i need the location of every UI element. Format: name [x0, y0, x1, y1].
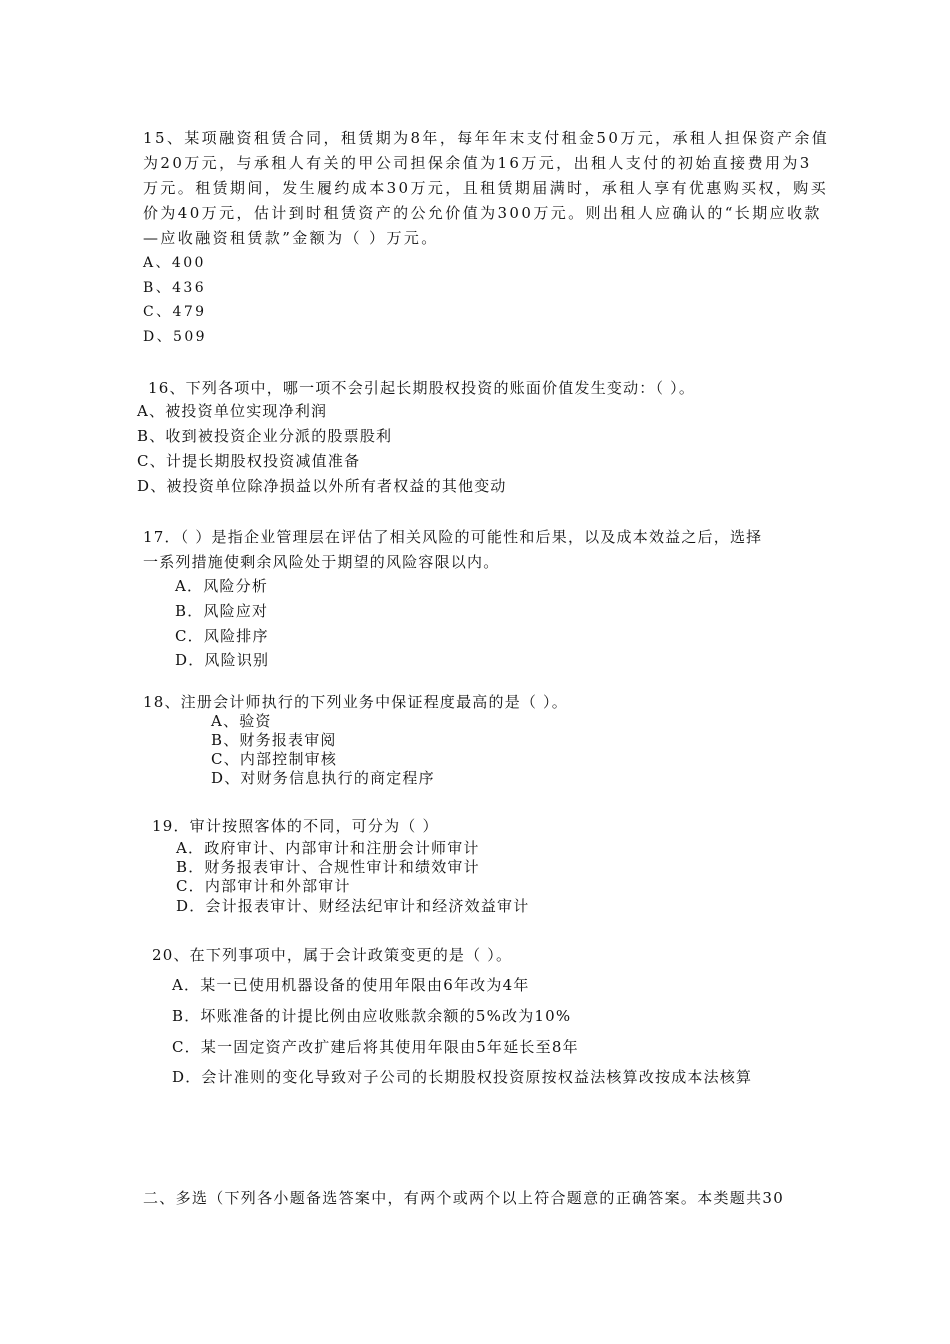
question-20-option-a: A．某一已使用机器设备的使用年限由6年改为4年 [172, 976, 530, 994]
question-16-option-a: A、被投资单位实现净利润 [137, 402, 328, 420]
question-17-option-b: B．风险应对 [175, 602, 269, 620]
question-16-option-b: B、收到被投资企业分派的股票股利 [137, 427, 393, 445]
question-19-option-d: D．会计报表审计、财经法纪审计和经济效益审计 [176, 897, 530, 915]
question-15-stem-line-4: 价为40万元，估计到时租赁资产的公允价值为300万元。则出租人应确认的“长期应收款 [143, 204, 822, 222]
question-17-stem-line-2: 一系列措施使剩余风险处于期望的风险容限以内。 [143, 553, 500, 571]
question-16-option-d: D、被投资单位除净损益以外所有者权益的其他变动 [137, 477, 507, 495]
question-15-option-d: D、509 [143, 329, 207, 345]
question-18-option-c: C、内部控制审核 [211, 750, 338, 768]
question-18-option-d: D、对财务信息执行的商定程序 [211, 769, 435, 787]
question-19-option-b: B．财务报表审计、合规性审计和绩效审计 [176, 858, 480, 876]
question-20-stem-line-1: 20、在下列事项中，属于会计政策变更的是（ ）。 [152, 946, 513, 964]
section-heading-multiple-choice: 二、多选（下列各小题备选答案中，有两个或两个以上符合题意的正确答案。本类题共30 [143, 1189, 785, 1207]
question-18-stem-line-1: 18、注册会计师执行的下列业务中保证程度最高的是（ ）。 [143, 693, 568, 711]
question-15-stem-line-5: —应收融资租赁款”金额为（ ）万元。 [143, 229, 439, 247]
question-15-stem-line-3: 万元。租赁期间，发生履约成本30万元，且租赁期届满时，承租人享有优惠购买权，购买 [143, 179, 829, 197]
question-17-stem-line-1: 17．（ ）是指企业管理层在评估了相关风险的可能性和后果，以及成本效益之后，选择 [143, 528, 763, 546]
question-20-option-c: C．某一固定资产改扩建后将其使用年限由5年延长至8年 [172, 1038, 579, 1056]
question-15-option-c: C、479 [143, 304, 207, 320]
question-15-option-b: B、436 [143, 280, 207, 296]
question-19-option-c: C．内部审计和外部审计 [176, 877, 351, 895]
question-18-option-a: A、验资 [211, 712, 272, 730]
question-19-option-a: A．政府审计、内部审计和注册会计师审计 [176, 839, 480, 857]
question-15-stem-line-1: 15、某项融资租赁合同，租赁期为8年，每年年末支付租金50万元，承租人担保资产余值 [143, 129, 830, 147]
question-17-option-a: A．风险分析 [175, 577, 269, 595]
question-17-option-d: D．风险识别 [175, 651, 270, 669]
question-15-option-a: A、400 [143, 255, 206, 271]
question-16-stem-line-1: 16、下列各项中，哪一项不会引起长期股权投资的账面价值发生变动：（ ）。 [148, 379, 696, 397]
question-20-option-d: D．会计准则的变化导致对子公司的长期股权投资原按权益法核算改按成本法核算 [172, 1068, 753, 1086]
question-19-stem-line-1: 19．审计按照客体的不同，可分为（ ） [152, 817, 439, 835]
question-17-option-c: C．风险排序 [175, 627, 269, 645]
question-20-option-b: B．坏账准备的计提比例由应收账款余额的5%改为10% [172, 1007, 572, 1025]
question-18-option-b: B、财务报表审阅 [211, 731, 337, 749]
question-16-option-c: C、计提长期股权投资减值准备 [137, 452, 361, 470]
question-15-stem-line-2: 为20万元，与承租人有关的甲公司担保余值为16万元，出租人支付的初始直接费用为3 [143, 154, 812, 172]
